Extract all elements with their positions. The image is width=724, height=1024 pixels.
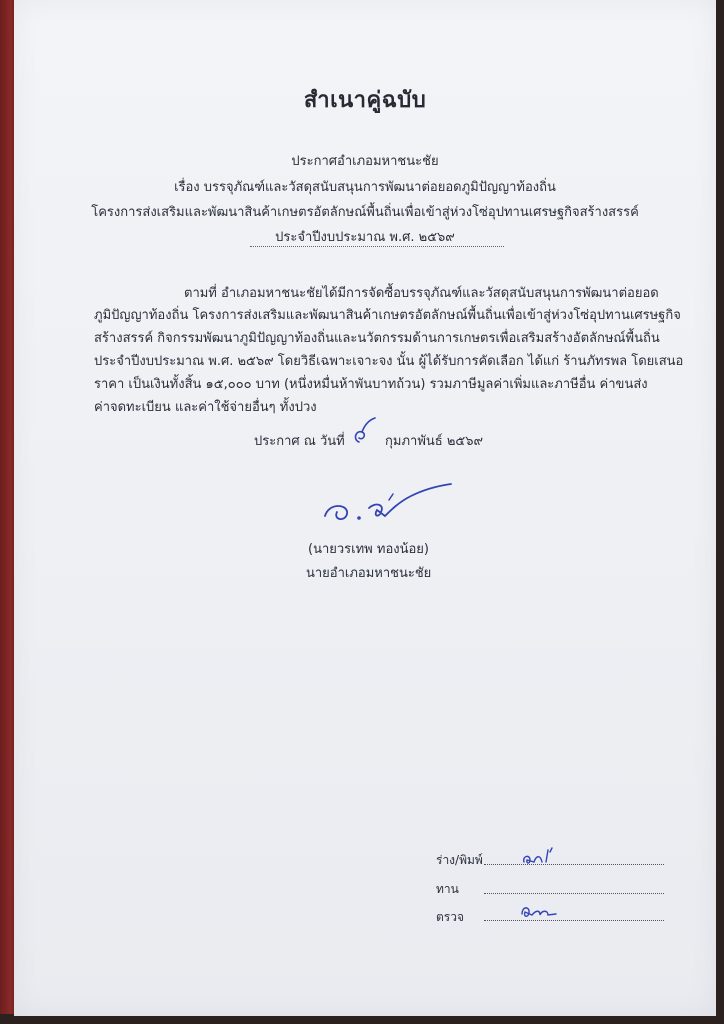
paper-sheet — [14, 0, 716, 1016]
footer-check-label: ตรวจ — [436, 910, 465, 924]
footer-review-label: ทาน — [436, 882, 459, 896]
footer-review-line — [484, 893, 664, 894]
body-line-3: สร้างสรรค์ กิจกรรมพัฒนาภูมิปัญญาท้องถิ่นและนวัตกรรมด้านการเกษตรเพื่อเสริมสร้างอัตลักษณ์พื้นถิ่น — [94, 331, 660, 346]
header-line-project: โครงการส่งเสริมและพัฒนาสินค้าเกษตรอัตลักษณ์พื้นถิ่นเพื่อเข้าสู่ห่วงโซ่อุปทานเศรษฐกิจสร้างสรรค์ — [91, 205, 639, 220]
checker-initials-icon — [518, 900, 562, 920]
typist-initials-icon — [520, 846, 560, 866]
signatory-position: นายอำเภอมหาชนะชัย — [306, 566, 432, 581]
footer-check-line — [484, 920, 664, 921]
signatory-name: (นายวรเทพ ทองน้อย) — [308, 542, 429, 557]
header-line-announcement: ประกาศอำเภอมหาชนะชัย — [291, 154, 439, 169]
document-title: สำเนาคู่ฉบับ — [303, 88, 427, 113]
footer-typed-line — [484, 864, 664, 865]
signature-icon — [319, 480, 459, 530]
header-dotted-divider — [250, 246, 504, 247]
header-line-fiscal-year: ประจำปีงบประมาณ พ.ศ. ๒๕๖๙ — [275, 230, 455, 245]
handwritten-day — [349, 430, 381, 451]
footer-typed-label: ร่าง/พิมพ์ — [436, 853, 483, 867]
announcement-date — [254, 430, 483, 451]
handwritten-day-icon — [351, 416, 379, 446]
header-line-subject: เรื่อง บรรจุภัณฑ์และวัสดุสนับสนุนการพัฒนาต่อยอดภูมิปัญญาท้องถิ่น — [174, 180, 556, 195]
body-line-6: ค่าจดทะเบียน และค่าใช้จ่ายอื่นๆ ทั้งปวง — [94, 400, 317, 415]
body-line-2: ภูมิปัญญาท้องถิ่น โครงการส่งเสริมและพัฒนาสินค้าเกษตรอัตลักษณ์พื้นถิ่นเพื่อเข้าสู่ห่วงโซ่อุปทานเศรษฐกิจ — [94, 308, 681, 323]
announcement-date-suffix: กุมภาพันธ์ ๒๕๖๙ — [385, 434, 484, 449]
body-line-4: ประจำปีงบประมาณ พ.ศ. ๒๕๖๙ โดยวิธีเฉพาะเจาะจง นั้น ผู้ได้รับการคัดเลือก ได้แก่ ร้านภัทรพล โดยเสนอ — [94, 354, 684, 369]
body-line-1: ตามที่ อำเภอมหาชนะชัยได้มีการจัดซื้อบรรจุภัณฑ์และวัสดุสนับสนุนการพัฒนาต่อยอด — [184, 286, 659, 301]
announcement-date-prefix: ประกาศ ณ วันที่ — [254, 434, 345, 449]
body-line-5: ราคา เป็นเงินทั้งสิ้น ๑๕,๐๐๐ บาท (หนึ่งหมื่นห้าพันบาทถ้วน) รวมภาษีมูลค่าเพิ่มและภาษีอื่น ค่าขนส่ง — [94, 377, 648, 392]
